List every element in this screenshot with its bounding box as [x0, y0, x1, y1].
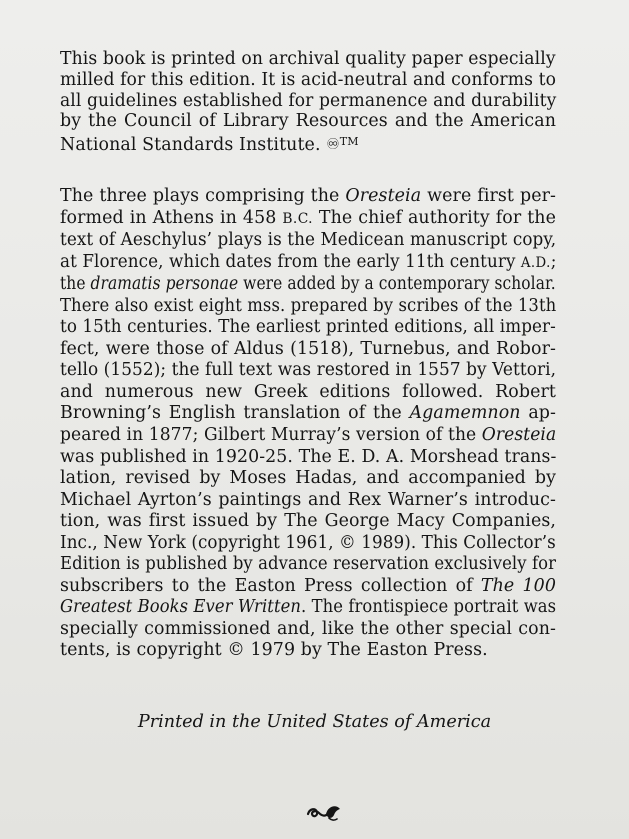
archival-paper-notice	[60, 49, 556, 156]
history-line: tents, is copyright © 1979 by The Easton Press.	[60, 640, 488, 661]
history-line: specially commissioned and, like the other special con-	[60, 618, 556, 639]
trademark-mark: TM	[339, 135, 359, 149]
notice-line: milled for this edition. It is acid-neutral and conforms to	[60, 69, 557, 90]
notice-line: National Standards Institute. ♾™	[60, 135, 359, 156]
history-line: fect, were those of Aldus (1518), Turnebus, and Robor-	[60, 338, 556, 359]
history-line: The three plays comprising the Oresteia were first per-	[60, 186, 556, 206]
history-line: tion, was first issued by The George Macy Companies,	[60, 511, 556, 532]
history-line: Inc., New York (copyright 1961, © 1989). This Collector’s	[60, 532, 556, 553]
history-line: formed in Athens in 458 B.C. The chief authority for the	[60, 207, 556, 228]
history-line: text of Aeschylus’ plays is the Medicean manuscript copy,	[60, 230, 557, 251]
leaf-ornament-icon	[304, 800, 344, 824]
history-line: lation, revised by Moses Hadas, and accompanied by	[60, 468, 556, 489]
history-line: peared in 1877; Gilbert Murray’s version of the Oresteia	[60, 425, 557, 446]
history-line: tello (1552); the full text was restored in 1557 by Vettori,	[60, 360, 557, 381]
history-line: to 15th centuries. The earliest printed editions, all imper-	[60, 317, 556, 338]
history-line: Browning’s English translation of the Agamemnon ap-	[60, 403, 557, 424]
history-line: and numerous new Greek editions followed. Robert	[60, 381, 556, 402]
history-line: at Florence, which dates from the early 11th century A.D.;	[60, 251, 557, 272]
history-line: Michael Ayrton’s paintings and Rex Warner’s introduc-	[60, 489, 556, 510]
history-line: Edition is published by advance reservation exclusively for	[60, 554, 557, 575]
edition-history-paragraph	[60, 186, 556, 662]
history-line: was published in 1920-25. The E. D. A. Morshead trans-	[60, 446, 557, 467]
printed-in-usa-imprint: Printed in the United States of America	[137, 712, 492, 732]
notice-line: all guidelines established for permanence and durability	[60, 90, 557, 111]
history-line: Greatest Books Ever Written. The frontispiece portrait was	[60, 597, 557, 618]
history-line: subscribers to the Easton Press collection of The 100	[60, 575, 556, 596]
history-line: the dramatis personae were added by a contemporary scholar.	[60, 274, 556, 295]
infinity-paper-icon: ♾	[326, 135, 340, 154]
notice-line: by the Council of Library Resources and the American	[60, 111, 556, 132]
history-line: There also exist eight mss. prepared by scribes of the 13th	[60, 295, 557, 316]
notice-line: This book is printed on archival quality paper especially	[60, 49, 556, 69]
